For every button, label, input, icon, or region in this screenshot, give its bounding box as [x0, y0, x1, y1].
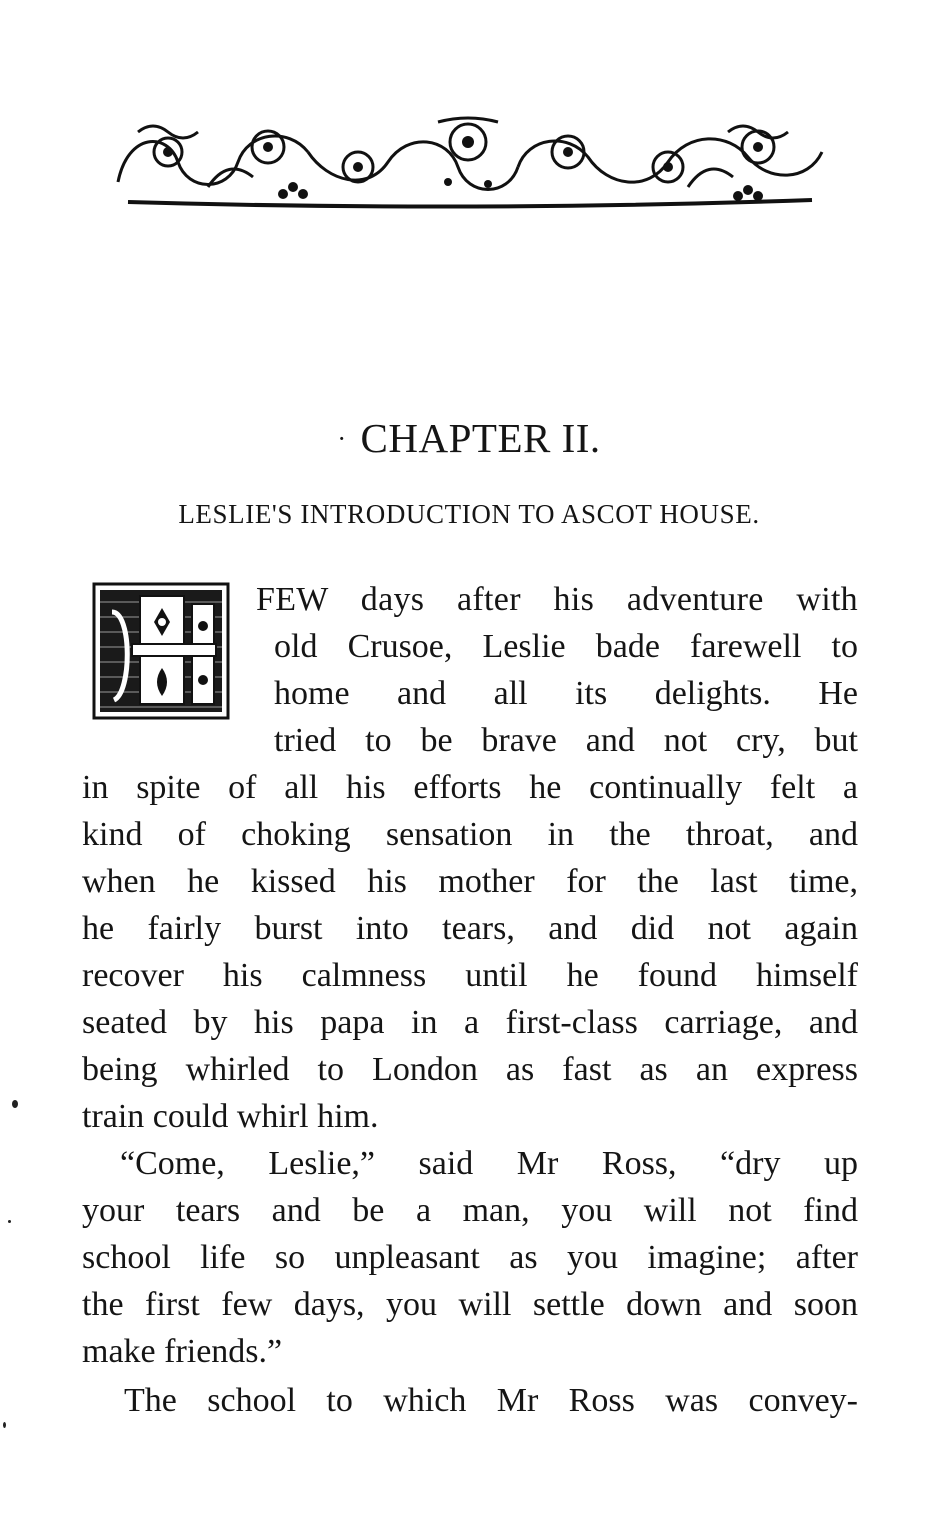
- text-line: in spite of all his efforts he continually felt a: [82, 769, 858, 806]
- text-line: being whirled to London as fast as an express: [82, 1051, 858, 1088]
- text-line: your tears and be a man, you will not find: [82, 1192, 858, 1229]
- text-line: The school to which Mr Ross was convey-: [124, 1382, 858, 1419]
- drop-cap-illustration: [92, 582, 230, 720]
- chapter-subtitle: LESLIE'S INTRODUCTION TO ASCOT HOUSE.: [178, 499, 760, 529]
- text-line: kind of choking sensation in the throat, and: [82, 816, 858, 853]
- text-line: the first few days, you will settle down and soon: [82, 1286, 858, 1323]
- text-line: train could whirl him.: [82, 1098, 379, 1135]
- text-line: he fairly burst into tears, and did not again: [82, 910, 858, 947]
- chapter-title-text: CHAPTER II.: [360, 415, 601, 461]
- print-speck: [8, 1220, 11, 1223]
- text-line: school life so unpleasant as you imagine; after: [82, 1239, 858, 1276]
- text-line: recover his calmness until he found himself: [82, 957, 858, 994]
- ornamental-headpiece: [108, 112, 832, 214]
- chapter-title: [0, 414, 938, 467]
- text-line: seated by his papa in a first-class carriage, and: [82, 1004, 858, 1041]
- bullet-dot: ·: [337, 423, 347, 453]
- print-speck: [3, 1422, 6, 1428]
- text-line: make friends.”: [82, 1333, 283, 1370]
- print-speck: [12, 1100, 18, 1108]
- text-line: old Crusoe, Leslie bade farewell to: [274, 628, 858, 665]
- text-line: tried to be brave and not cry, but: [274, 722, 858, 759]
- text-line: “Come, Leslie,” said Mr Ross, “dry up: [120, 1145, 858, 1182]
- text-line: FEW days after his adventure with: [256, 581, 858, 618]
- text-line: home and all its delights. He: [274, 675, 858, 712]
- text-line: when he kissed his mother for the last time,: [82, 863, 858, 900]
